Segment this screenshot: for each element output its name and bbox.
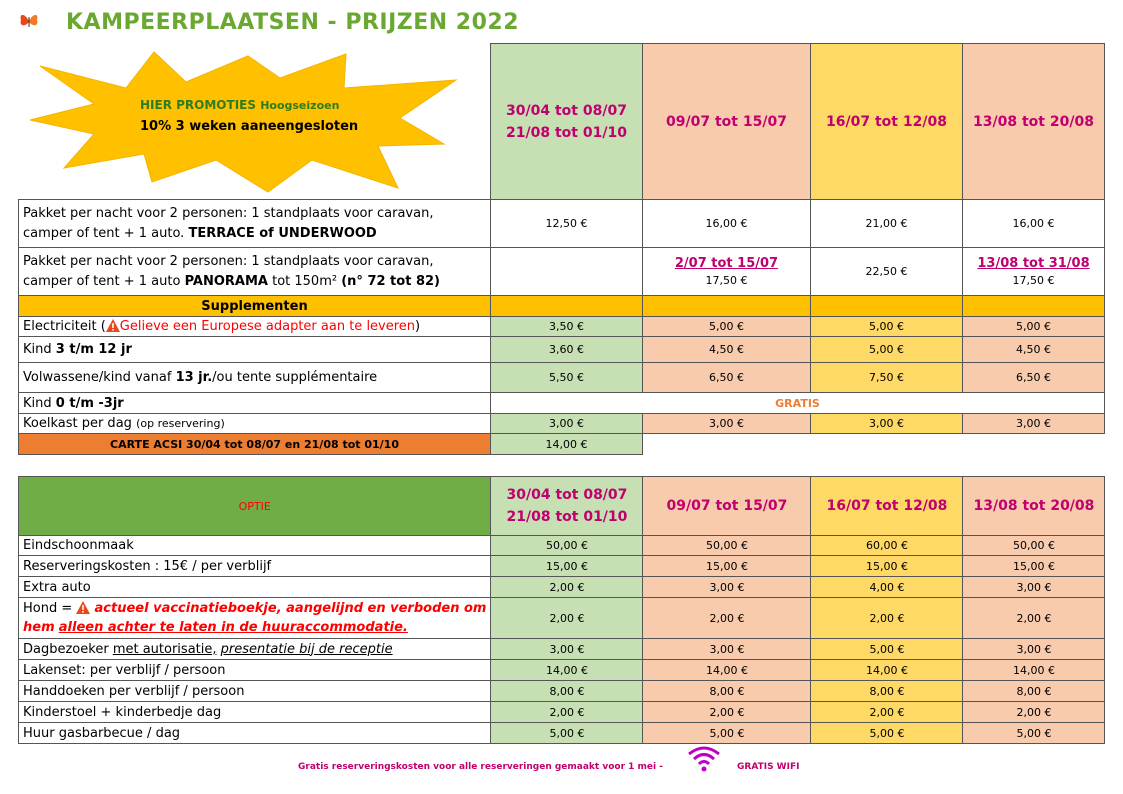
warning-icon <box>106 319 120 332</box>
row-label-reservation: Reserveringskosten : 15€ / per verblijf <box>19 556 491 577</box>
highchair-price-2: 2,00 € <box>643 702 811 723</box>
supplements-header-row <box>19 296 1105 317</box>
infant-label: Kind <box>23 395 52 411</box>
period-header-1 <box>491 44 643 200</box>
supplements-cell-4 <box>963 296 1105 317</box>
dog-note-c: alleen achter te laten in de huuraccommodatie. <box>58 620 408 635</box>
table-row-fridge <box>19 414 1105 434</box>
panorama-price-3: 22,50 € <box>811 248 963 296</box>
panorama-price-2 <box>643 248 811 296</box>
panorama-label-c: tot 150m² <box>272 273 338 289</box>
electricity-price-4: 5,00 € <box>963 317 1105 337</box>
acsi-price: 14,00 € <box>491 434 643 455</box>
dog-price-1: 2,00 € <box>491 598 643 639</box>
adult-label-bold: 13 jr. <box>175 370 213 385</box>
promo-title-main: HIER PROMOTIES <box>140 98 256 112</box>
panorama-p2-value: 17,50 € <box>705 273 748 287</box>
options-period-header-3: 16/07 tot 12/08 <box>811 477 963 536</box>
day-visitor-label: Dagbezoeker <box>23 641 109 657</box>
electricity-price-3: 5,00 € <box>811 317 963 337</box>
electricity-price-1: 3,50 € <box>491 317 643 337</box>
fridge-price-3: 3,00 € <box>811 414 963 434</box>
adult-price-4: 6,50 € <box>963 363 1105 393</box>
bedlinen-price-2: 14,00 € <box>643 660 811 681</box>
bbq-price-1: 5,00 € <box>491 723 643 744</box>
infant-free: GRATIS <box>491 393 1105 414</box>
acsi-empty-4 <box>963 434 1105 455</box>
options-period-header-4: 13/08 tot 20/08 <box>963 477 1105 536</box>
table-row-highchair <box>19 702 1105 723</box>
reservation-price-4: 15,00 € <box>963 556 1105 577</box>
supplements-cell-2 <box>643 296 811 317</box>
child-price-2: 4,50 € <box>643 337 811 363</box>
table-row-reservation <box>19 556 1105 577</box>
terrace-price-1: 12,50 € <box>491 200 643 248</box>
day-visitor-note-b: presentatie bij de receptie <box>220 641 393 657</box>
table-row-day-visitor <box>19 639 1105 660</box>
electricity-label: Electriciteit ( <box>23 319 106 334</box>
child-label-bold: 3 t/m 12 jr <box>55 342 132 357</box>
row-label-bbq: Huur gasbarbecue / dag <box>19 723 491 744</box>
electricity-note: Gelieve een Europese adapter aan te leveren <box>119 319 416 334</box>
bedlinen-price-1: 14,00 € <box>491 660 643 681</box>
fridge-note: (op reservering) <box>136 417 225 430</box>
table-row-towels <box>19 681 1105 702</box>
table-row-electricity <box>19 317 1105 337</box>
panorama-p2-dates: 2/07 tot 15/07 <box>674 255 779 271</box>
bbq-price-2: 5,00 € <box>643 723 811 744</box>
panorama-label-b: camper of tent + 1 auto <box>23 273 181 289</box>
page-title: KAMPEERPLAATSEN - PRIJZEN 2022 <box>66 10 520 35</box>
panorama-label-a: Pakket per nacht voor 2 personen: 1 standplaats voor caravan, <box>23 253 434 269</box>
cleaning-price-3: 60,00 € <box>811 536 963 556</box>
acsi-label: CARTE ACSI 30/04 tot 08/07 en 21/08 tot 01/10 <box>19 434 491 455</box>
panorama-label-d: (n° 72 tot 82) <box>341 273 440 289</box>
highchair-price-1: 2,00 € <box>491 702 643 723</box>
row-label-fridge <box>19 414 491 434</box>
period-1-line2: 21/08 tot 01/10 <box>506 124 627 141</box>
extra-car-price-1: 2,00 € <box>491 577 643 598</box>
adult-label-c: /ou tente supplémentaire <box>212 370 378 385</box>
terrace-label-bold: TERRACE of UNDERWOOD <box>188 225 377 241</box>
table-row-adult <box>19 363 1105 393</box>
options-header: OPTIE <box>19 477 491 536</box>
electricity-price-2: 5,00 € <box>643 317 811 337</box>
footer-free-wifi: GRATIS WIFI <box>737 762 800 772</box>
row-label-cleaning: Eindschoonmaak <box>19 536 491 556</box>
day-visitor-price-4: 3,00 € <box>963 639 1105 660</box>
supplements-label: Supplementen <box>19 296 491 317</box>
terrace-label-b: camper of tent + 1 auto. <box>23 225 185 241</box>
row-label-extra-car: Extra auto <box>19 577 491 598</box>
electricity-close: ) <box>415 319 421 334</box>
cleaning-price-2: 50,00 € <box>643 536 811 556</box>
day-visitor-price-3: 5,00 € <box>811 639 963 660</box>
bedlinen-price-3: 14,00 € <box>811 660 963 681</box>
period-1-line1: 30/04 tot 08/07 <box>506 102 627 119</box>
fridge-label: Koelkast per dag <box>23 416 132 431</box>
period-header-3: 16/07 tot 12/08 <box>811 44 963 200</box>
cleaning-price-1: 50,00 € <box>491 536 643 556</box>
table-row-extra-car <box>19 577 1105 598</box>
bedlinen-price-4: 14,00 € <box>963 660 1105 681</box>
fridge-price-1: 3,00 € <box>491 414 643 434</box>
terrace-price-4: 16,00 € <box>963 200 1105 248</box>
reservation-price-1: 15,00 € <box>491 556 643 577</box>
reservation-price-3: 15,00 € <box>811 556 963 577</box>
fridge-price-2: 3,00 € <box>643 414 811 434</box>
supplements-cell-1 <box>491 296 643 317</box>
towels-price-4: 8,00 € <box>963 681 1105 702</box>
terrace-label-a: Pakket per nacht voor 2 personen: 1 standplaats voor caravan, <box>23 205 434 221</box>
butterfly-icon <box>18 10 40 32</box>
reservation-price-2: 15,00 € <box>643 556 811 577</box>
options-period-1-line1: 30/04 tot 08/07 <box>506 487 628 503</box>
table-row-infant <box>19 393 1105 414</box>
options-period-header-2: 09/07 tot 15/07 <box>643 477 811 536</box>
panorama-p4-value: 17,50 € <box>1012 273 1055 287</box>
warning-icon <box>76 601 90 614</box>
terrace-price-2: 16,00 € <box>643 200 811 248</box>
row-label-towels: Handdoeken per verblijf / persoon <box>19 681 491 702</box>
infant-label-bold: 0 t/m -3jr <box>55 395 124 411</box>
child-price-1: 3,60 € <box>491 337 643 363</box>
towels-price-2: 8,00 € <box>643 681 811 702</box>
table-row-cleaning <box>19 536 1105 556</box>
panorama-price-4 <box>963 248 1105 296</box>
extra-car-price-4: 3,00 € <box>963 577 1105 598</box>
day-visitor-price-2: 3,00 € <box>643 639 811 660</box>
supplements-cell-3 <box>811 296 963 317</box>
cleaning-price-4: 50,00 € <box>963 536 1105 556</box>
period-header-2: 09/07 tot 15/07 <box>643 44 811 200</box>
dog-price-3: 2,00 € <box>811 598 963 639</box>
footer-free-reservation: Gratis reserveringskosten voor alle reserveringen gemaakt voor 1 mei - <box>298 762 663 772</box>
row-label-infant <box>19 393 491 414</box>
acsi-empty-2 <box>643 434 811 455</box>
wifi-icon <box>686 742 722 774</box>
bbq-price-4: 5,00 € <box>963 723 1105 744</box>
panorama-label-bold: PANORAMA <box>184 273 268 289</box>
adult-price-2: 6,50 € <box>643 363 811 393</box>
row-label-day-visitor <box>19 639 491 660</box>
row-label-bedlinen: Lakenset: per verblijf / persoon <box>19 660 491 681</box>
options-period-1-line2: 21/08 tot 01/10 <box>506 509 628 525</box>
table-row-bbq <box>19 723 1105 744</box>
table-row-panorama <box>19 248 1105 296</box>
table-row-bedlinen <box>19 660 1105 681</box>
row-label-electricity <box>19 317 491 337</box>
table-row-dog <box>19 598 1105 639</box>
dog-label: Hond = <box>23 601 73 616</box>
row-label-terrace <box>19 200 491 248</box>
acsi-empty-3 <box>811 434 963 455</box>
row-label-panorama <box>19 248 491 296</box>
row-label-highchair: Kinderstoel + kinderbedje dag <box>19 702 491 723</box>
row-label-dog <box>19 598 491 639</box>
child-price-3: 5,00 € <box>811 337 963 363</box>
row-label-child <box>19 337 491 363</box>
adult-label: Volwassene/kind vanaf <box>23 370 172 385</box>
star-area <box>19 44 491 200</box>
panorama-p4-dates: 13/08 tot 31/08 <box>977 255 1090 271</box>
options-period-header-1 <box>491 477 643 536</box>
day-visitor-note-a: met autorisatie, <box>112 641 217 657</box>
adult-price-3: 7,50 € <box>811 363 963 393</box>
towels-price-1: 8,00 € <box>491 681 643 702</box>
highchair-price-3: 2,00 € <box>811 702 963 723</box>
table-row-child <box>19 337 1105 363</box>
row-label-adult <box>19 363 491 393</box>
dog-price-4: 2,00 € <box>963 598 1105 639</box>
dog-price-2: 2,00 € <box>643 598 811 639</box>
day-visitor-price-1: 3,00 € <box>491 639 643 660</box>
dog-note-a: actueel vaccinatieboekje, aangelijnd en verboden om <box>94 601 487 616</box>
terrace-price-3: 21,00 € <box>811 200 963 248</box>
period-header-4: 13/08 tot 20/08 <box>963 44 1105 200</box>
towels-price-3: 8,00 € <box>811 681 963 702</box>
bbq-price-3: 5,00 € <box>811 723 963 744</box>
child-price-4: 4,50 € <box>963 337 1105 363</box>
promo-title-season: Hoogseizoen <box>260 99 340 112</box>
adult-price-1: 5,50 € <box>491 363 643 393</box>
table-row-terrace <box>19 200 1105 248</box>
child-label: Kind <box>23 342 52 357</box>
extra-car-price-2: 3,00 € <box>643 577 811 598</box>
extra-car-price-3: 4,00 € <box>811 577 963 598</box>
price-table-options <box>18 476 1105 744</box>
highchair-price-4: 2,00 € <box>963 702 1105 723</box>
promo-discount: 10% 3 weken aaneengesloten <box>140 119 359 134</box>
fridge-price-4: 3,00 € <box>963 414 1105 434</box>
panorama-price-1 <box>491 248 643 296</box>
dog-note-b: hem <box>23 620 55 635</box>
price-table-camping <box>18 43 1105 455</box>
table-row-acsi <box>19 434 1105 455</box>
